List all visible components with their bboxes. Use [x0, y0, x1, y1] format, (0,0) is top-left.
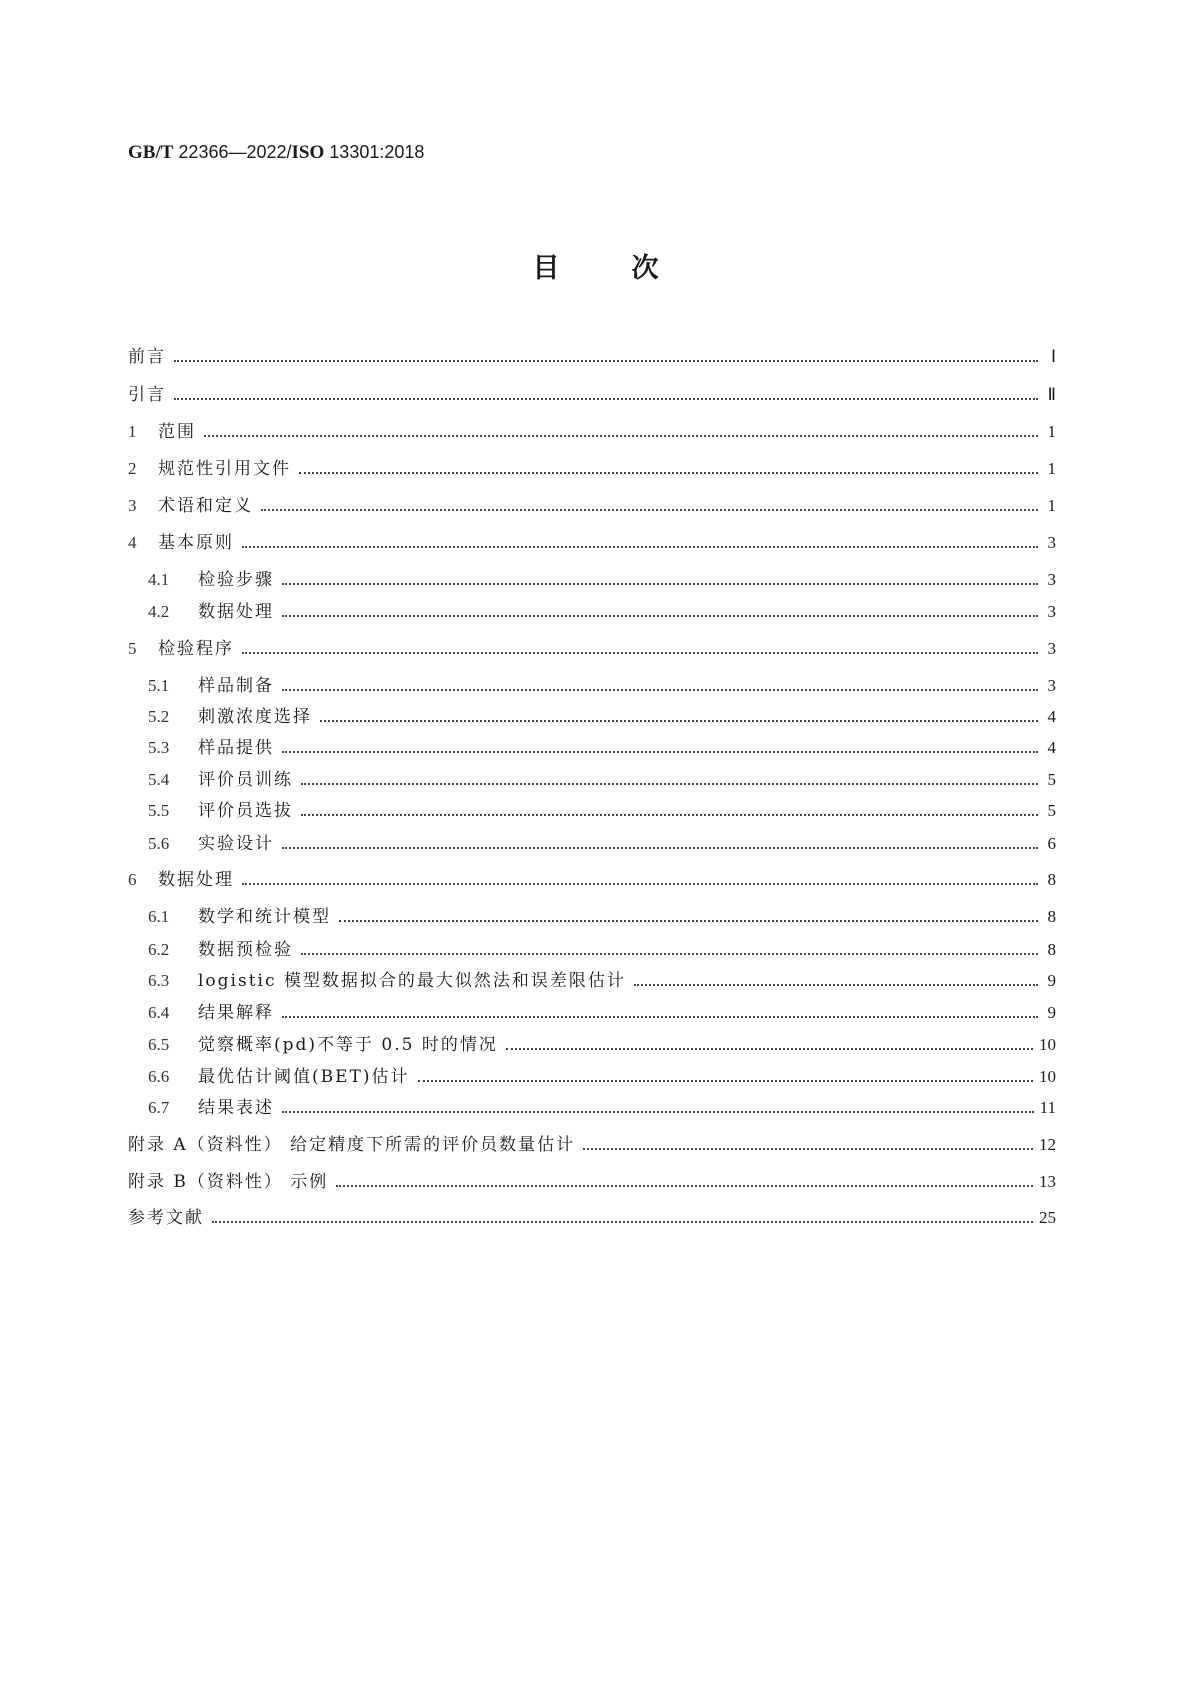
dot-leader: [282, 615, 1038, 617]
dot-leader: [301, 814, 1038, 816]
dot-leader: [583, 1148, 1033, 1150]
toc-label: 数学和统计模型: [198, 907, 331, 927]
toc-entry[interactable]: [148, 799, 1056, 823]
title-char: 次: [631, 253, 659, 284]
toc-label: 刺激浓度选择: [198, 707, 312, 727]
toc-label: 数据处理: [158, 870, 234, 890]
toc-page-number: 1: [1047, 422, 1056, 441]
toc-number: 5.1: [148, 676, 170, 695]
toc-entry[interactable]: [148, 705, 1056, 729]
toc-label: 术语和定义: [158, 496, 253, 516]
toc-number: 5.3: [148, 738, 170, 757]
toc-entry[interactable]: [128, 457, 1056, 481]
toc-page-number: 25: [1039, 1208, 1056, 1227]
toc-label: 引言: [128, 385, 166, 405]
toc-number: 5.6: [148, 834, 170, 853]
toc-entry[interactable]: [148, 1033, 1056, 1057]
toc-label: 实验设计: [198, 834, 274, 854]
dot-leader: [282, 751, 1038, 753]
toc-page-number: 4: [1047, 707, 1056, 726]
toc-page-number: 6: [1047, 834, 1056, 853]
toc-label: 评价员训练: [198, 770, 293, 790]
toc-entry[interactable]: [148, 1096, 1056, 1120]
toc-number: 1: [128, 422, 137, 441]
toc-entry[interactable]: [148, 905, 1056, 929]
toc-label: 规范性引用文件: [158, 459, 291, 479]
standard-number: 22366—2022/: [178, 142, 292, 162]
toc-label: logistic 模型数据拟合的最大似然法和误差限估计: [198, 971, 626, 991]
toc-number: 6.3: [148, 971, 170, 990]
toc-page-number: 10: [1039, 1067, 1056, 1086]
toc-page-number: 9: [1047, 971, 1056, 990]
toc-entry[interactable]: [148, 768, 1056, 792]
toc-page-number: 3: [1047, 639, 1056, 658]
iso-prefix: ISO: [291, 142, 325, 163]
dot-leader: [506, 1048, 1033, 1050]
toc-label: 数据处理: [198, 602, 274, 622]
toc-label: 结果解释: [198, 1003, 274, 1023]
toc-label: 前言: [128, 347, 166, 367]
toc-label: 附录 A（资料性） 给定精度下所需的评价员数量估计: [128, 1135, 576, 1155]
toc-label: 样品制备: [198, 676, 274, 696]
toc-label: 觉察概率(pd)不等于 0.5 时的情况: [198, 1035, 498, 1055]
dot-leader: [320, 720, 1038, 722]
toc-label: 样品提供: [198, 738, 274, 758]
dot-leader: [212, 1221, 1033, 1223]
toc-entry[interactable]: [128, 637, 1056, 661]
toc-page-number: 10: [1039, 1035, 1056, 1054]
standard-prefix: GB/T: [128, 142, 174, 163]
toc-label: 数据预检验: [198, 940, 293, 960]
dot-leader: [282, 847, 1038, 849]
toc-entry[interactable]: [148, 674, 1056, 698]
toc-page-number: 3: [1047, 570, 1056, 589]
iso-number: 13301:2018: [329, 142, 425, 162]
toc-page-number: 11: [1039, 1098, 1056, 1117]
dot-leader: [339, 920, 1038, 922]
toc-page-number: 5: [1047, 801, 1056, 820]
dot-leader: [242, 652, 1038, 654]
toc-page-number: 8: [1047, 907, 1056, 926]
dot-leader: [301, 783, 1038, 785]
toc-entry[interactable]: [148, 832, 1056, 856]
toc-entry[interactable]: [128, 345, 1056, 369]
dot-leader: [204, 435, 1038, 437]
toc-page-number: 1: [1047, 459, 1056, 478]
toc-number: 2: [128, 459, 137, 478]
toc-page-number: Ⅰ: [1050, 347, 1056, 366]
dot-leader: [299, 472, 1038, 474]
dot-leader: [282, 1016, 1038, 1018]
toc-label: 最优估计阈值(BET)估计: [198, 1067, 410, 1087]
toc-label: 检验程序: [158, 639, 234, 659]
toc-entry[interactable]: [148, 1001, 1056, 1025]
toc-label: 结果表述: [198, 1098, 274, 1118]
toc-page-number: 3: [1047, 602, 1056, 621]
toc-number: 6.2: [148, 940, 170, 959]
toc-page-number: 8: [1047, 870, 1056, 889]
toc-entry[interactable]: [128, 383, 1056, 407]
toc-entry[interactable]: [128, 1133, 1056, 1157]
toc-number: 3: [128, 496, 137, 515]
title-char: 目: [532, 253, 560, 284]
toc-entry[interactable]: [148, 568, 1056, 592]
toc-entry[interactable]: [128, 531, 1056, 555]
toc-number: 4.1: [148, 570, 170, 589]
toc-label: 评价员选拔: [198, 801, 293, 821]
toc-entry[interactable]: [128, 420, 1056, 444]
document-header: [128, 142, 424, 164]
dot-leader: [174, 360, 1038, 362]
toc-page-number: Ⅱ: [1047, 385, 1056, 404]
toc-number: 5.2: [148, 707, 170, 726]
toc-page-number: 5: [1047, 770, 1056, 789]
toc-number: 6.4: [148, 1003, 170, 1022]
dot-leader: [261, 509, 1038, 511]
toc-number: 5: [128, 639, 137, 658]
dot-leader: [242, 546, 1038, 548]
toc-page-number: 9: [1047, 1003, 1056, 1022]
toc-entry[interactable]: [148, 1065, 1056, 1089]
toc-entry[interactable]: [148, 938, 1056, 962]
toc-page-number: 4: [1047, 738, 1056, 757]
toc-entry[interactable]: [128, 1170, 1056, 1194]
toc-number: 5.4: [148, 770, 170, 789]
toc-entry[interactable]: [128, 868, 1056, 892]
toc-page-number: 13: [1039, 1172, 1056, 1191]
toc-page-number: 12: [1039, 1135, 1056, 1154]
page-title: [0, 246, 1191, 285]
dot-leader: [282, 583, 1038, 585]
toc-entry[interactable]: [128, 494, 1056, 518]
dot-leader: [282, 689, 1038, 691]
toc-page-number: 3: [1047, 533, 1056, 552]
dot-leader: [242, 883, 1038, 885]
toc-page-number: 8: [1047, 940, 1056, 959]
toc-number: 6.6: [148, 1067, 170, 1086]
toc-number: 5.5: [148, 801, 170, 820]
toc-entry[interactable]: [128, 1206, 1056, 1230]
toc-label: 检验步骤: [198, 570, 274, 590]
dot-leader: [418, 1080, 1033, 1082]
toc-page-number: 1: [1047, 496, 1056, 515]
toc-page-number: 3: [1047, 676, 1056, 695]
dot-leader: [174, 398, 1038, 400]
toc-label: 基本原则: [158, 533, 234, 553]
toc-entry[interactable]: [148, 600, 1056, 624]
toc-number: 4.2: [148, 602, 170, 621]
toc-number: 6.5: [148, 1035, 170, 1054]
toc-number: 4: [128, 533, 137, 552]
toc-entry[interactable]: [148, 969, 1056, 993]
toc-label: 附录 B（资料性） 示例: [128, 1172, 329, 1192]
toc-label: 参考文献: [128, 1208, 204, 1228]
toc-number: 6: [128, 870, 137, 889]
dot-leader: [336, 1185, 1033, 1187]
toc-label: 范围: [158, 422, 196, 442]
dot-leader: [634, 984, 1038, 986]
toc-number: 6.7: [148, 1098, 170, 1117]
toc-number: 6.1: [148, 907, 170, 926]
dot-leader: [282, 1111, 1034, 1113]
dot-leader: [301, 953, 1038, 955]
toc-entry[interactable]: [148, 736, 1056, 760]
